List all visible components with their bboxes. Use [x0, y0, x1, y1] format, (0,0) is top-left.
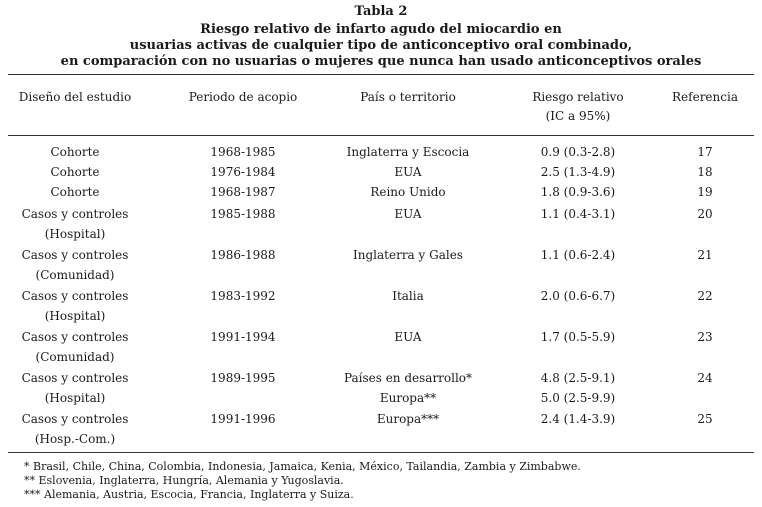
cell-period: 1983-1992 — [210, 289, 276, 303]
cell-design: Casos y controles — [21, 330, 129, 344]
header-reference: Referencia — [672, 90, 738, 104]
top-rule — [8, 74, 754, 75]
cell-risk: 0.9 (0.3-2.8) — [540, 145, 616, 159]
title-line-3: en comparación con no usuarias o mujeres que nunca han usado anticonceptivos orales — [60, 54, 702, 69]
cell-period: 1968-1987 — [210, 185, 276, 199]
cell-period: 1991-1996 — [210, 412, 276, 426]
cell-design-subtype: (Comunidad) — [35, 268, 115, 282]
cell-period: 1989-1995 — [210, 371, 276, 385]
bottom-rule — [8, 452, 754, 453]
cell-reference: 22 — [697, 289, 713, 303]
cell-country-secondary: Europa** — [379, 391, 437, 405]
cell-country: Reino Unido — [370, 185, 446, 199]
header-risk: Riesgo relativo — [532, 90, 624, 104]
footnote-3: *** Alemania, Austria, Escocia, Francia, Inglaterra y Suiza. — [24, 488, 354, 501]
cell-reference: 21 — [697, 248, 713, 262]
cell-design: Cohorte — [50, 145, 100, 159]
cell-reference: 20 — [697, 207, 713, 221]
cell-country: Países en desarrollo* — [343, 371, 473, 385]
cell-design: Casos y controles — [21, 248, 129, 262]
cell-country: Inglaterra y Gales — [353, 248, 463, 262]
cell-risk: 2.4 (1.4-3.9) — [540, 412, 616, 426]
cell-country: EUA — [394, 207, 422, 221]
cell-reference: 25 — [697, 412, 713, 426]
cell-risk: 1.1 (0.4-3.1) — [540, 207, 616, 221]
cell-design: Cohorte — [50, 165, 100, 179]
cell-period: 1968-1985 — [210, 145, 276, 159]
cell-risk: 1.8 (0.9-3.6) — [540, 185, 616, 199]
cell-country: Europa*** — [376, 412, 440, 426]
cell-country: Italia — [392, 289, 424, 303]
cell-risk: 4.8 (2.5-9.1) — [540, 371, 616, 385]
cell-country: Inglaterra y Escocia — [346, 145, 470, 159]
cell-design-subtype: (Hospital) — [44, 309, 106, 323]
cell-design: Cohorte — [50, 185, 100, 199]
header-country: País o territorio — [360, 90, 456, 104]
cell-risk: 2.5 (1.3-4.9) — [540, 165, 616, 179]
footnote-2: ** Eslovenia, Inglaterra, Hungría, Alemania y Yugoslavia. — [24, 474, 344, 487]
cell-design: Casos y controles — [21, 412, 129, 426]
cell-risk: 2.0 (0.6-6.7) — [540, 289, 616, 303]
cell-design-subtype: (Hosp.-Com.) — [34, 432, 116, 446]
cell-reference: 23 — [697, 330, 713, 344]
cell-design-subtype: (Comunidad) — [35, 350, 115, 364]
title-line-1: Riesgo relativo de infarto agudo del miocardio en — [200, 22, 562, 37]
cell-design-subtype: (Hospital) — [44, 227, 106, 241]
cell-country: EUA — [394, 330, 422, 344]
cell-period: 1986-1988 — [210, 248, 276, 262]
cell-risk: 1.1 (0.6-2.4) — [540, 248, 616, 262]
header-period: Periodo de acopio — [188, 90, 298, 104]
cell-design: Casos y controles — [21, 371, 129, 385]
cell-design-subtype: (Hospital) — [44, 391, 106, 405]
cell-period: 1976-1984 — [210, 165, 276, 179]
footnote-1: * Brasil, Chile, China, Colombia, Indonesia, Jamaica, Kenia, México, Tailandia, Zambia y Zimbabwe. — [24, 460, 581, 473]
header-risk-ci: (IC a 95%) — [545, 109, 611, 123]
cell-period: 1991-1994 — [210, 330, 276, 344]
header-design: Diseño del estudio — [18, 90, 132, 104]
table-label: Tabla 2 — [354, 4, 408, 19]
cell-period: 1985-1988 — [210, 207, 276, 221]
cell-risk: 1.7 (0.5-5.9) — [540, 330, 616, 344]
cell-risk-secondary: 5.0 (2.5-9.9) — [540, 391, 616, 405]
cell-reference: 24 — [697, 371, 713, 385]
cell-design: Casos y controles — [21, 289, 129, 303]
cell-country: EUA — [394, 165, 422, 179]
header-rule — [8, 135, 754, 136]
cell-design: Casos y controles — [21, 207, 129, 221]
cell-reference: 19 — [697, 185, 713, 199]
cell-reference: 17 — [697, 145, 713, 159]
title-line-2: usuarias activas de cualquier tipo de anticonceptivo oral combinado, — [129, 38, 633, 53]
cell-reference: 18 — [697, 165, 713, 179]
